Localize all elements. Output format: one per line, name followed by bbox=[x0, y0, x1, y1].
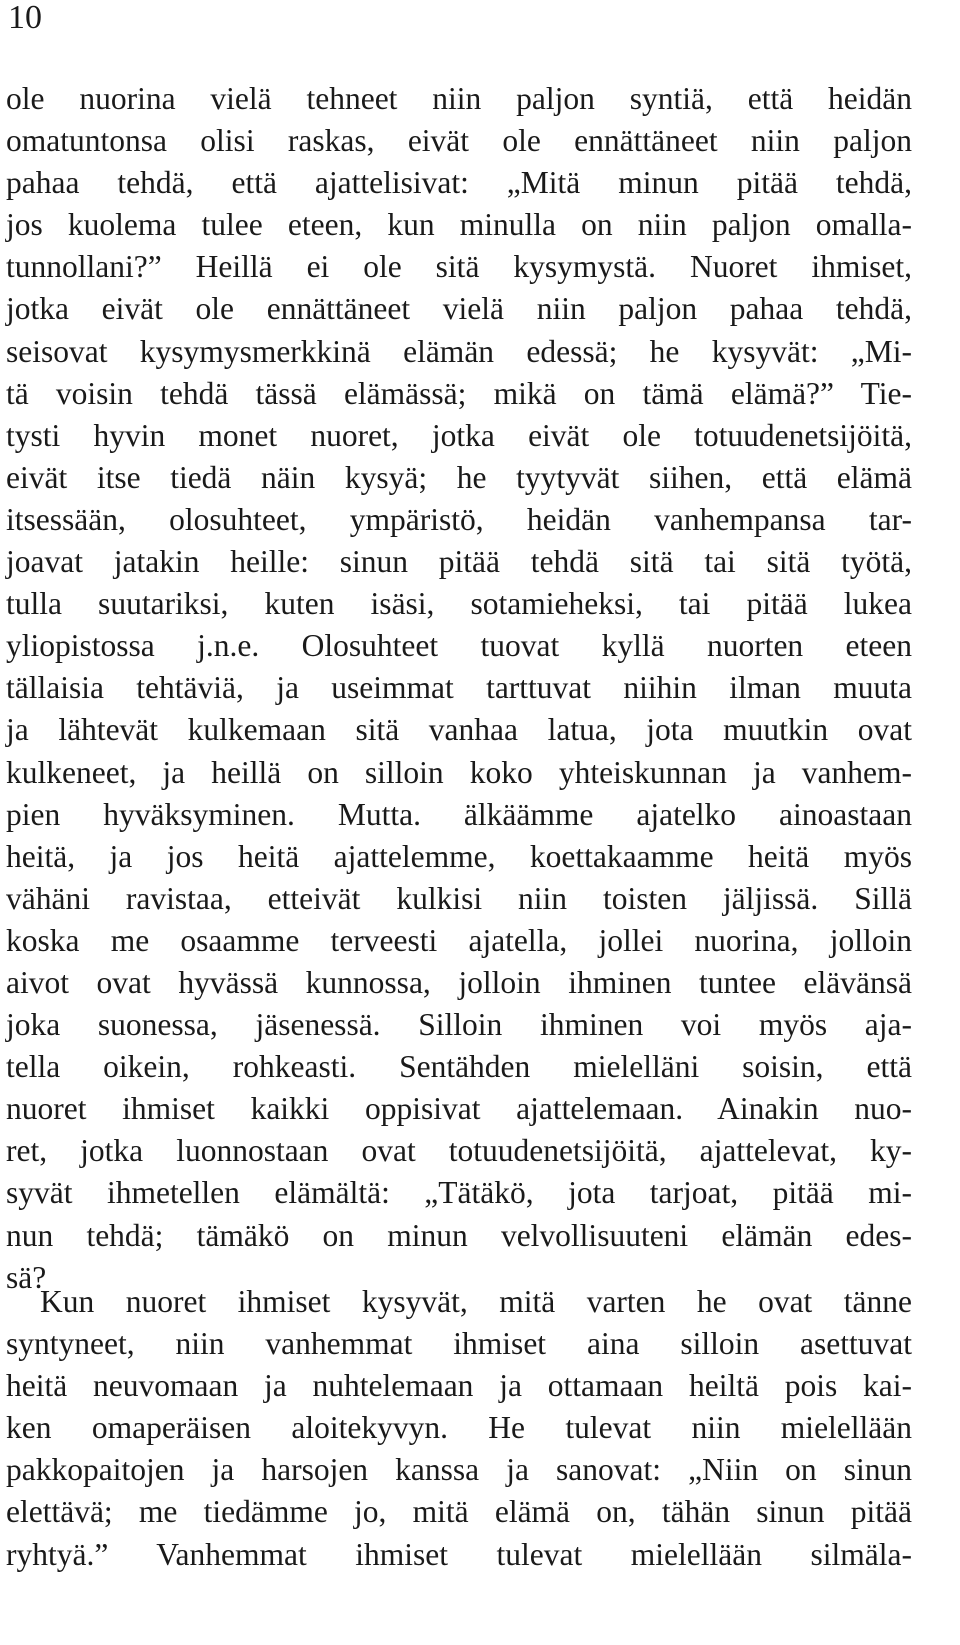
text-line: tunnollani?” Heillä ei ole sitä kysymystä. Nuoret ihmiset, bbox=[6, 249, 912, 285]
text-line: heitä, ja jos heitä ajattelemme, koettakaamme heitä myös bbox=[6, 838, 912, 874]
text-line: nuoret ihmiset kaikki oppisivat ajattelemaan. Ainakin nuo- bbox=[6, 1091, 912, 1127]
text-line: seisovat kysymysmerkkinä elämän edessä; he kysyvät: „Mi- bbox=[6, 333, 912, 369]
text-line: tä voisin tehdä tässä elämässä; mikä on tämä elämä?” Tie- bbox=[6, 375, 912, 411]
paragraph-2 bbox=[6, 1281, 912, 1576]
text-line: kulkeneet, ja heillä on silloin koko yhteiskunnan ja vanhem- bbox=[6, 754, 912, 790]
paragraph-1 bbox=[6, 78, 912, 1299]
text-line: koska me osaamme terveesti ajatella, jollei nuorina, jolloin bbox=[6, 922, 912, 958]
text-line: omatuntonsa olisi raskas, eivät ole ennättäneet niin paljon bbox=[6, 123, 912, 159]
text-line: ryhtyä.” Vanhemmat ihmiset tulevat mielellään silmäla- bbox=[6, 1536, 912, 1572]
text-line: Kun nuoret ihmiset kysyvät, mitä varten he ovat tänne bbox=[40, 1284, 912, 1319]
text-line: sä? bbox=[6, 1259, 47, 1295]
text-line: syntyneet, niin vanhemmat ihmiset aina silloin asettuvat bbox=[6, 1326, 912, 1362]
text-line: ja lähtevät kulkemaan sitä vanhaa latua, jota muutkin ovat bbox=[6, 712, 912, 748]
text-line: aivot ovat hyvässä kunnossa, jolloin ihminen tuntee elävänsä bbox=[6, 964, 912, 1000]
text-line: eivät itse tiedä näin kysyä; he tyytyvät siihen, että elämä bbox=[6, 459, 912, 495]
text-line: pakkopaitojen ja harsojen kanssa ja sanovat: „Niin on sinun bbox=[6, 1452, 912, 1488]
text-line: itsessään, olosuhteet, ympäristö, heidän vanhempansa tar- bbox=[6, 501, 912, 537]
text-line: tella oikein, rohkeasti. Sentähden mielelläni soisin, että bbox=[6, 1049, 912, 1085]
text-line: joavat jatakin heille: sinun pitää tehdä sitä tai sitä työtä, bbox=[6, 544, 912, 580]
text-line: jos kuolema tulee eteen, kun minulla on niin paljon omalla- bbox=[6, 207, 912, 243]
text-line: ole nuorina vielä tehneet niin paljon syntiä, että heidän bbox=[6, 81, 912, 116]
text-line: tällaisia tehtäviä, ja useimmat tarttuvat niihin ilman muuta bbox=[6, 670, 912, 706]
text-line: elettävä; me tiedämme jo, mitä elämä on, tähän sinun pitää bbox=[6, 1494, 912, 1530]
text-line: syvät ihmetellen elämältä: „Tätäkö, jota tarjoat, pitää mi- bbox=[6, 1175, 912, 1211]
text-line: pahaa tehdä, että ajattelisivat: „Mitä minun pitää tehdä, bbox=[6, 165, 912, 201]
text-line: yliopistossa j.n.e. Olosuhteet tuovat kyllä nuorten eteen bbox=[6, 628, 912, 664]
page-number: 10 bbox=[8, 0, 42, 36]
text-line: nun tehdä; tämäkö on minun velvollisuuteni elämän edes- bbox=[6, 1217, 912, 1253]
text-line: jotka eivät ole ennättäneet vielä niin paljon pahaa tehdä, bbox=[6, 291, 912, 327]
text-line: ken omaperäisen aloitekyvyn. He tulevat niin mielellään bbox=[6, 1410, 912, 1446]
text-line: vähäni ravistaa, etteivät kulkisi niin toisten jäljissä. Sillä bbox=[6, 880, 912, 916]
text-line: tulla suutariksi, kuten isäsi, sotamieheksi, tai pitää lukea bbox=[6, 586, 912, 622]
text-line: ret, jotka luonnostaan ovat totuudenetsijöitä, ajattelevat, ky- bbox=[6, 1133, 912, 1169]
text-line: heitä neuvomaan ja nuhtelemaan ja ottamaan heiltä pois kai- bbox=[6, 1368, 912, 1404]
text-line: tysti hyvin monet nuoret, jotka eivät ole totuudenetsijöitä, bbox=[6, 417, 912, 453]
text-line: pien hyväksyminen. Mutta. älkäämme ajatelko ainoastaan bbox=[6, 796, 912, 832]
text-line: joka suonessa, jäsenessä. Silloin ihminen voi myös aja- bbox=[6, 1007, 912, 1043]
